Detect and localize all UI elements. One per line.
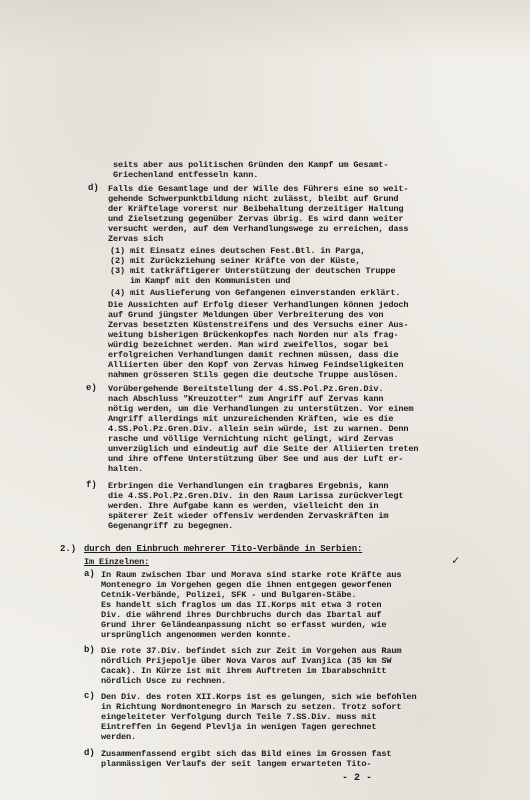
section-2-item-a-label: a): [84, 569, 95, 579]
section-2-item-b-line: Die rote 37.Div. befindet sich zur Zeit im Vorgehen aus Raum: [101, 646, 402, 656]
item-e-line: nach Abschluss "Kreuzotter" zum Angriff auf Zervas kann: [108, 394, 384, 404]
item-f-line: Gegenangriff zu begegnen.: [108, 521, 234, 531]
item-f-line: werden. Ihre Aufgabe kann es werden, vielleicht den in: [108, 501, 379, 511]
section-2-item-c-line: werden.: [101, 732, 137, 742]
item-d-line: Zervas sich: [108, 234, 164, 244]
sub-item-num: (4): [110, 288, 126, 298]
item-d-line: und Zielsetzung gegenüber Zervas übrig. Es wird dann weiter: [108, 214, 404, 224]
item-e-line: rasche und völlige Vernichtung nicht gelingt, wird Zervas: [108, 434, 394, 444]
item-e-line: unverzüglich und eindeutig auf die Seite der Alliierten treten: [108, 444, 419, 454]
sub-item-num: (2): [110, 256, 126, 266]
sub-item-text: mit tatkräftigerer Unterstützung der deutschen Truppe: [130, 266, 396, 276]
intro-line: Griechenland entfesseln kann.: [113, 170, 259, 180]
sub-item-num: (3): [110, 266, 126, 276]
section-2-item-c-line: in Richtung Nordmontenegro in Marsch zu setzen. Trotz sofort: [101, 702, 402, 712]
item-e-line: halten.: [108, 464, 144, 474]
page-number: - 2 -: [342, 773, 373, 784]
item-e-line: nötig werden, um die Verhandlungen zu unterstützen. Vor einem: [108, 404, 414, 414]
section-2-item-c-line: Eintreffen in Gegend Plevlja in wenigen Tagen gerechnet: [101, 722, 377, 732]
section-2-subheading: Im Einzelnen:: [84, 557, 150, 567]
sub-item-text: im Kampf mit den Kommunisten und: [130, 276, 291, 286]
item-d-paragraph-line: Alliierten über den Kopf von Zervas hinweg Feindseligkeiten: [108, 360, 404, 370]
section-2-item-d-label: d): [84, 748, 95, 758]
section-2-item-c-line: eingeleiteter Verfolgung durch Teile 7.SS.Div. muss mit: [101, 712, 377, 722]
sub-item-text: mit Auslieferung von Gefangenen einverstanden erklärt.: [130, 288, 401, 298]
item-d-paragraph-line: nahmen grösseren Stils gegen die deutsche Truppe auslösen.: [108, 370, 399, 380]
item-e-line: und ihre offene Unterstützung über See und aus der Luft er-: [108, 454, 404, 464]
item-f-label: f): [86, 480, 97, 490]
section-2-item-a-line: Cetnik-Verbände, Polizei, SFK - und Bulgaren-Stäbe.: [101, 590, 357, 600]
item-d-paragraph-line: erfolgreichen Verhandlungen damit rechnen müssen, dass die: [108, 350, 399, 360]
sub-item-num: (1): [110, 246, 126, 256]
item-e-label: e): [86, 383, 97, 393]
section-2-item-a-line: Grund ihrer Geländeanpassung nicht so erfasst wurden, wie: [101, 620, 387, 630]
item-e-line: 4.SS.Pol.Pz.Gren.Div. allein sein würde, ist zu warnen. Denn: [108, 424, 409, 434]
section-2-item-a-line: Montenegro im Vorgehen gegen die ihnen entgegen geworfenen: [101, 580, 392, 590]
section-2-item-b-line: Cacak). In Kürze ist mit ihrem Auftreten im Ibarabschnitt: [101, 666, 387, 676]
sub-item-text: mit Zurückziehung seiner Kräfte von der Küste,: [130, 256, 361, 266]
section-2-item-b-line: nördlich Usce zu rechnen.: [101, 676, 227, 686]
section-2-item-d-line: planmässigen Verlaufs der seit langem erwarteten Tito-: [101, 759, 372, 769]
item-d-paragraph-line: Zervas besetzten Küstenstreifens und des Versuchs einer Aus-: [108, 320, 409, 330]
section-2-item-c-line: Den Div. des roten XII.Korps ist es gelungen, sich wie befohlen: [101, 692, 417, 702]
intro-line: seits aber aus politischen Gründen den Kampf um Gesamt-: [113, 160, 389, 170]
item-d-paragraph-line: weitung bisherigen Brückenkopfes nach Norden nur als frag-: [108, 330, 399, 340]
sub-item-text: mit Einsatz eines deutschen Fest.Btl. in Parga,: [130, 246, 366, 256]
item-e-line: Vorübergehende Bereitstellung der 4.SS.Pol.Pz.Gren.Div.: [108, 384, 384, 394]
item-e-line: Angriff allerdings mit unzureichenden Kräften, wie es die: [108, 414, 394, 424]
section-2-item-b-line: nördlich Prijepolje über Nova Varos auf Ivanjica (35 km SW: [101, 656, 392, 666]
item-d-line: Falls die Gesamtlage und der Wille des Führers eine so weit-: [108, 184, 409, 194]
section-2-item-a-line: ursprünglich angenommen werden konnte.: [101, 630, 292, 640]
item-d-paragraph-line: würdig bezeichnet werden. Man wird zweifellos, sogar bei: [108, 340, 389, 350]
paper-stain: [0, 0, 530, 60]
section-2-heading: durch den Einbruch mehrerer Tito-Verbände in Serbien:: [84, 544, 363, 554]
item-d-line: versucht werden, auf dem Verhandlungswege zu erreichen, dass: [108, 224, 409, 234]
item-d-paragraph-line: auf Grund jüngster Meldungen über Verbreiterung des von: [108, 310, 384, 320]
section-2-item-a-line: Div. die während ihres Durchbruchs durch das Ibartal auf: [101, 610, 382, 620]
section-2-item-a-line: In Raum zwischen Ibar und Morava sind starke rote Kräfte aus: [101, 570, 402, 580]
item-f-line: Erbringen die Verhandlungen ein tragbares Ergebnis, kann: [108, 481, 389, 491]
section-2-item-a-line: Es handelt sich fraglos um das II.Korps mit etwa 3 roten: [101, 600, 382, 610]
item-d-line: gehende Schwerpunktbildung nicht zulässt, bleibt auf Grund: [108, 194, 399, 204]
item-d-paragraph-line: Die Aussichten auf Erfolg dieser Verhandlungen können jedoch: [108, 300, 409, 310]
item-d-label: d): [88, 183, 99, 193]
handwritten-mark: ✓: [452, 554, 460, 568]
section-2-item-d-line: Zusammenfassend ergibt sich das Bild eines im Grossen fast: [101, 749, 392, 759]
item-f-line: die 4.SS.Pol.Pz.Gren.Div. in den Raum Larissa zurückverlegt: [108, 491, 404, 501]
item-d-line: der Kräftelage vorerst nur Beibehaltung derzeitiger Haltung: [108, 204, 404, 214]
section-2-item-b-label: b): [84, 645, 95, 655]
item-f-line: späterer Zeit wieder offensiv werdenden Zervaskräften im: [108, 511, 389, 521]
section-2-item-c-label: c): [84, 691, 95, 701]
section-2-label: 2.): [60, 544, 77, 554]
